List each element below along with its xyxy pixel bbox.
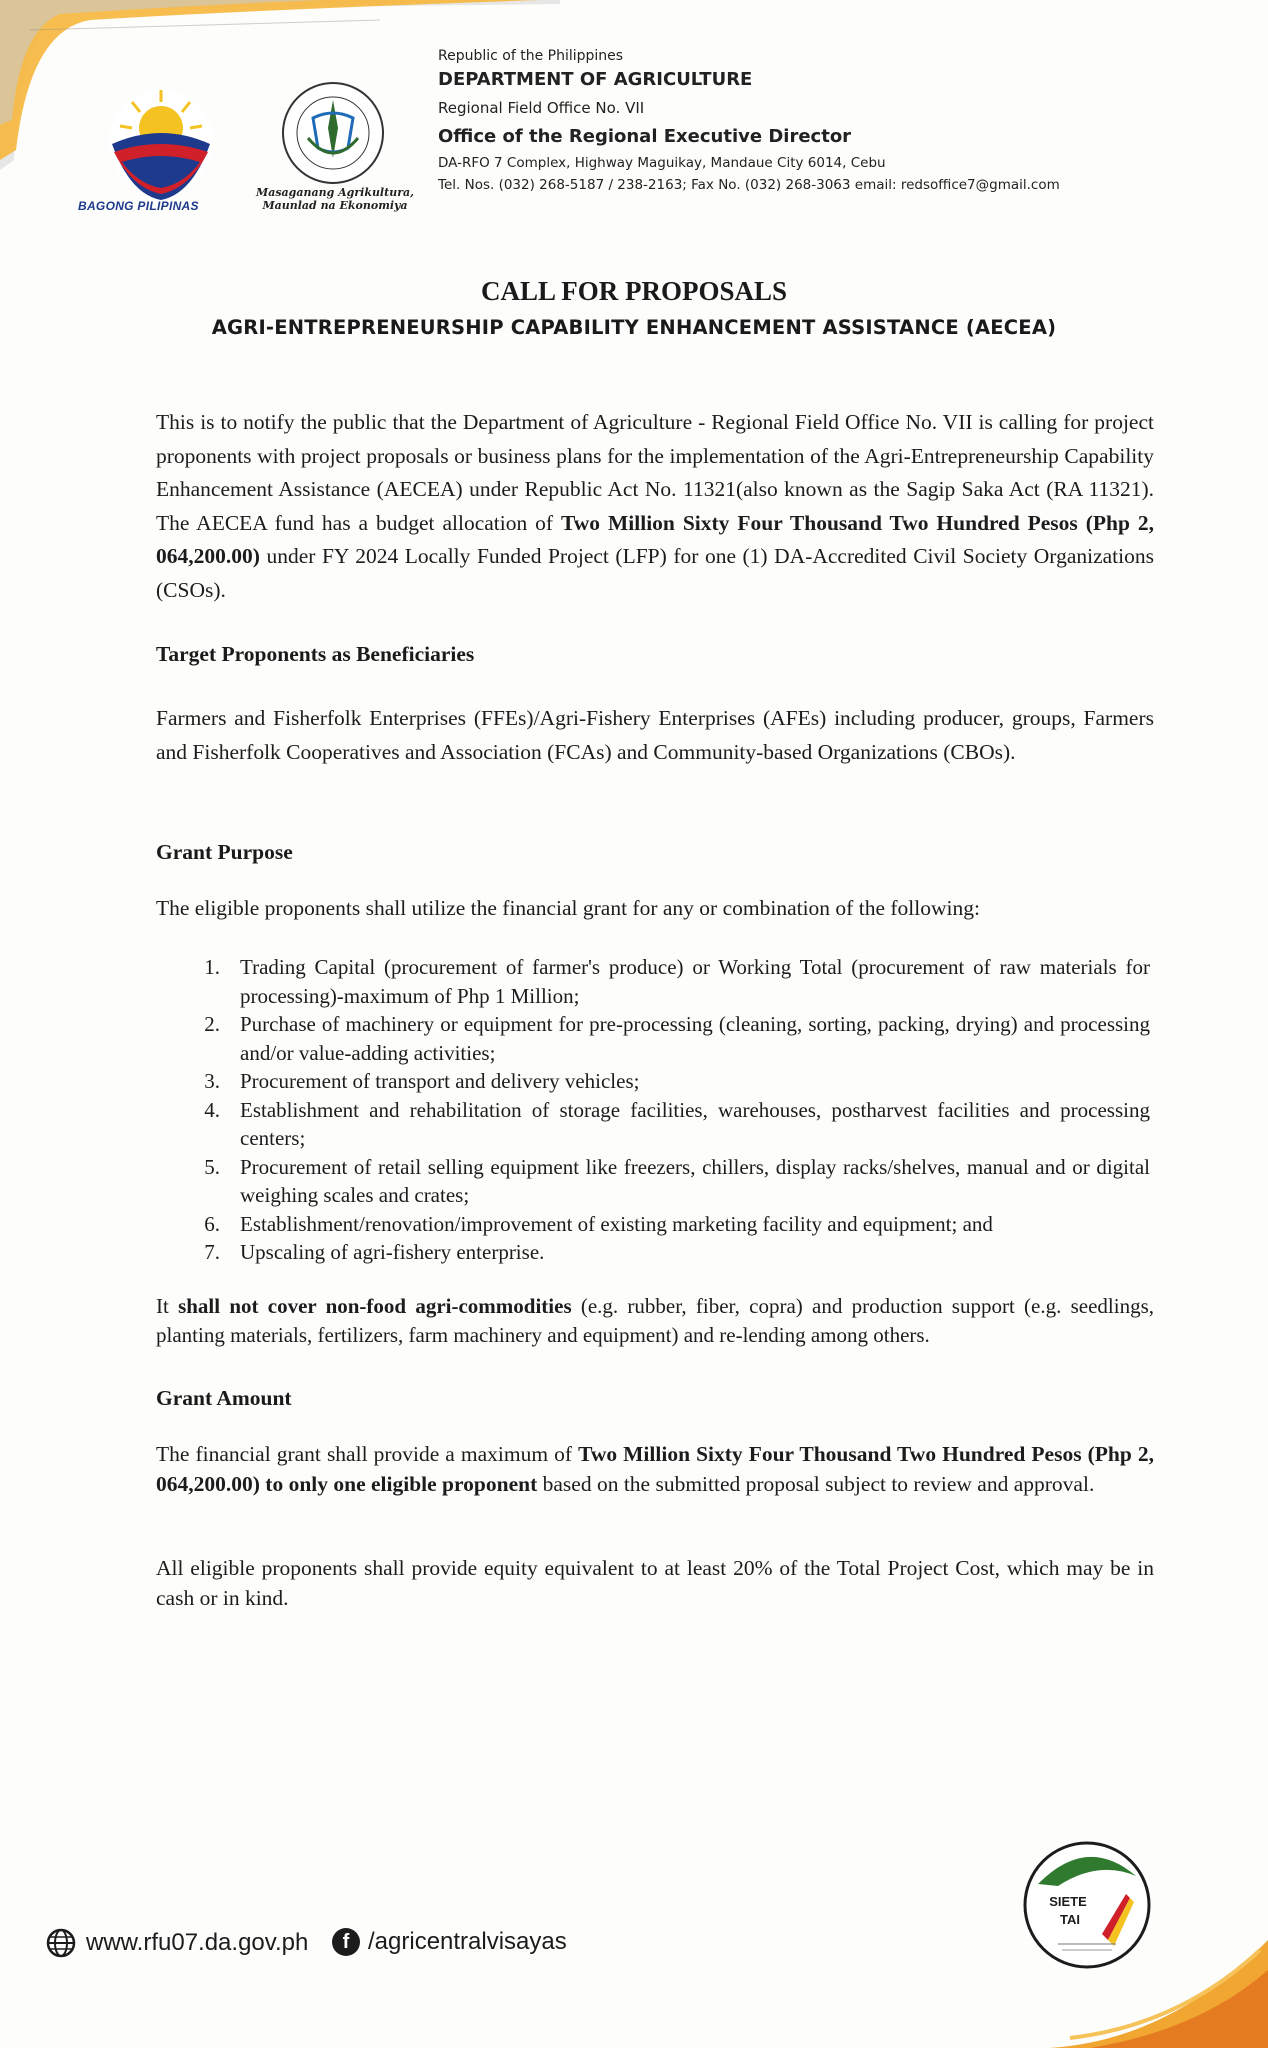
list-item-number: 6. [204, 1211, 220, 1236]
list-item [160, 953, 1150, 1010]
exclusion-start: It [156, 1294, 179, 1318]
list-item-text: Procurement of transport and delivery vehicles; [240, 1069, 640, 1093]
list-item-number: 3. [204, 1069, 220, 1093]
bagong-pilipinas-label: BAGONG PILIPINAS [78, 199, 199, 213]
republic-line: Republic of the Philippines [438, 48, 624, 64]
exclusion-end: (e.g. rubber, fiber, copra) and production support (e.g. seedlings, planting materials, fertilizers, farm machinery and equipment) and re-lending among others. [156, 1294, 1155, 1347]
list-item-text: Procurement of retail selling equipment like freezers, chillers, display racks/shelves, manual and or digital weighing scales and crates; [240, 1154, 1150, 1207]
ored-name: Office of the Regional Executive Director [438, 126, 852, 147]
exclusion-bold: shall not cover non-food agri-commodities [178, 1294, 572, 1318]
facebook-icon: f [332, 1928, 360, 1956]
list-item-text: Purchase of machinery or equipment for pre-processing (cleaning, sorting, packing, drying) and processing and/or value-adding activities; [240, 1012, 1150, 1065]
target-paragraph: Farmers and Fisherfolk Enterprises (FFEs)/Agri-Fishery Enterprises (AFEs) including producer, groups, Farmers and Fisherfolk Cooperatives and Association (FCAs) and Community-based Organizations (CBOs). [156, 706, 1154, 764]
office-address: DA-RFO 7 Complex, Highway Maguikay, Mandaue City 6014, Cebu [438, 155, 886, 171]
list-item-number: 7. [204, 1240, 220, 1264]
da-motto [240, 186, 430, 212]
list-item-text: Upscaling of agri-fishery enterprise. [240, 1240, 545, 1264]
exclusion-paragraph [156, 1292, 1154, 1350]
intro-text-end: under FY 2024 Locally Funded Project (LFP) for one (1) DA-Accredited Civil Society Organizations (CSOs). [156, 544, 1154, 602]
regional-office: Regional Field Office No. VII [438, 99, 645, 117]
intro-text-start: This is to notify the public that the Department of Agriculture - Regional Field Office No. VII is calling for project proponents with project proposals or business plans for the implementation of the Agri-Entrepreneurship Capability Enhancement Assistance (AECEA) under Republic Act No. 11321(also known as the Sagip Saka Act (RA 11321). The AECEA fund has a budget allocation of [156, 410, 1154, 535]
list-item [160, 1096, 1150, 1153]
department-name: DEPARTMENT OF AGRICULTURE [438, 69, 753, 90]
purpose-heading: Grant Purpose [156, 840, 293, 864]
website-link[interactable]: www.rfu07.da.gov.ph [86, 1929, 309, 1956]
amount-paragraph [156, 1440, 1154, 1499]
amount-heading: Grant Amount [156, 1386, 292, 1410]
seal-line-1: SIETE [1049, 1894, 1087, 1909]
footer-facebook[interactable] [332, 1928, 567, 1956]
equity-paragraph: All eligible proponents shall provide equity equivalent to at least 20% of the Total Project Cost, which may be in cash or in kind. [156, 1556, 1154, 1610]
list-item [160, 1010, 1150, 1067]
list-item-number: 2. [204, 1012, 220, 1036]
list-item-number: 5. [204, 1154, 220, 1179]
purpose-intro: The eligible proponents shall utilize the financial grant for any or combination of the following: [156, 896, 980, 920]
amount-text-end: based on the submitted proposal subject to review and approval. [537, 1471, 1095, 1496]
intro-paragraph [156, 406, 1154, 607]
bagong-pilipinas-logo-icon [92, 82, 230, 212]
seal-line-2: TAI [1060, 1912, 1080, 1927]
list-item-text: Establishment/renovation/improvement of existing marketing facility and equipment; and [240, 1211, 993, 1236]
corner-decoration-bottom-right [1050, 1920, 1268, 2048]
amount-bold: Two Million Sixty Four Thousand Two Hundred Pesos (Php 2, 064,200.00) to only one eligible proponent [156, 1442, 1154, 1496]
list-item [160, 1067, 1150, 1096]
amount-text-start: The financial grant shall provide a maximum of [156, 1442, 579, 1466]
da-motto-line-2: Maunlad na Ekonomiya [262, 199, 408, 212]
office-contacts: Tel. Nos. (032) 268-5187 / 238-2163; Fax No. (032) 268-3063 email: redsoffice7@gmail.com [438, 177, 1060, 193]
grant-purpose-list [160, 953, 1150, 1267]
letterhead [438, 46, 1060, 196]
list-item-number: 4. [204, 1097, 220, 1122]
globe-icon [46, 1928, 76, 1958]
list-item-number: 1. [204, 955, 220, 979]
document-subtitle: AGRI-ENTREPRENEURSHIP CAPABILITY ENHANCEMENT ASSISTANCE (AECEA) [211, 316, 1057, 339]
list-item [160, 1210, 1150, 1239]
list-item-text: Trading Capital (procurement of farmer's produce) or Working Total (procurement of raw materials for processing)-maximum of Php 1 Million; [240, 955, 1150, 1008]
da-motto-line-1: Masaganang Agrikultura, [256, 186, 414, 199]
document-title: CALL FOR PROPOSALS [480, 276, 788, 306]
list-item [160, 1238, 1150, 1267]
intro-budget-bold: Two Million Sixty Four Thousand Two Hundred Pesos (Php 2, 064,200.00) [156, 510, 1154, 568]
department-of-agriculture-seal-icon [278, 78, 388, 188]
facebook-link[interactable]: /agricentralvisayas [368, 1928, 567, 1955]
list-item-text: Establishment and rehabilitation of storage facilities, warehouses, postharvest facilities and processing centers; [240, 1097, 1150, 1150]
list-item [160, 1153, 1150, 1210]
footer-website[interactable] [46, 1928, 308, 1958]
target-heading: Target Proponents as Beneficiaries [156, 642, 475, 666]
